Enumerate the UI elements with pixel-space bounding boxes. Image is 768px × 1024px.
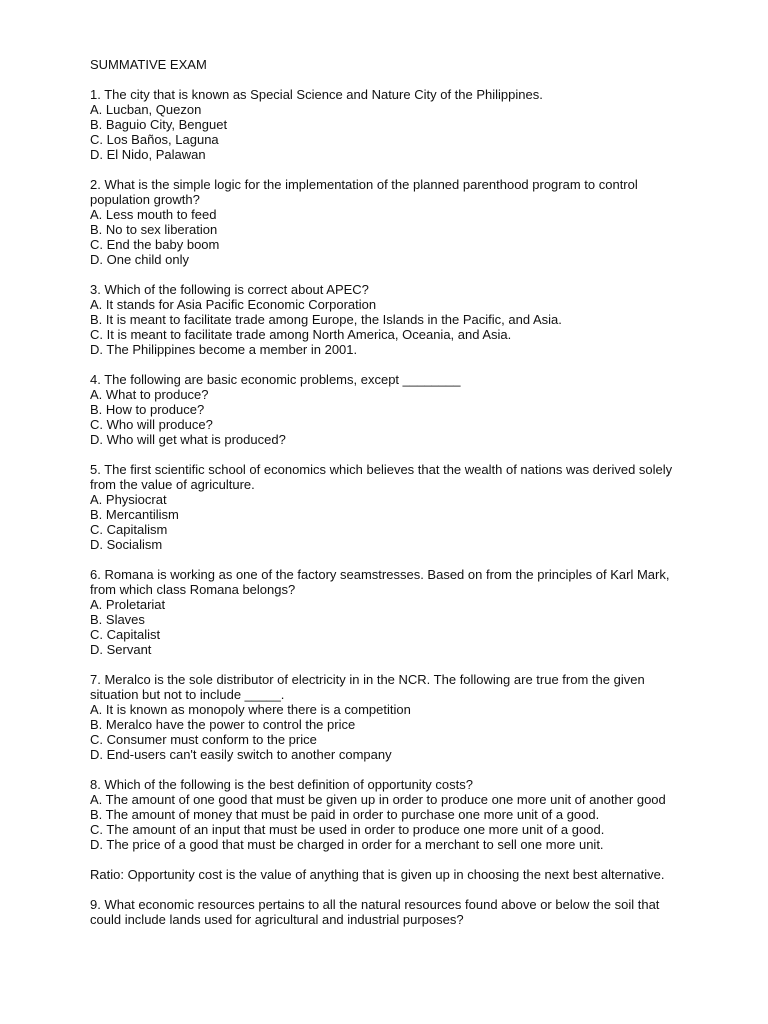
question-6 [90, 567, 690, 657]
answer-option: D. End-users can't easily switch to another company [90, 747, 392, 762]
exam-page [90, 57, 690, 942]
question-text: 7. Meralco is the sole distributor of electricity in in the NCR. The following are true from the given situation but not to include _____. [90, 672, 649, 702]
question-1 [90, 87, 690, 162]
answer-option: A. It is known as monopoly where there is a competition [90, 702, 411, 717]
question-text: 8. Which of the following is the best definition of opportunity costs? [90, 777, 473, 792]
question-7 [90, 672, 690, 762]
answer-option: C. End the baby boom [90, 237, 220, 252]
answer-option: C. The amount of an input that must be used in order to produce one more unit of a good. [90, 822, 605, 837]
question-text: 4. The following are basic economic problems, except ________ [90, 372, 461, 387]
answer-option: B. It is meant to facilitate trade among Europe, the Islands in the Pacific, and Asia. [90, 312, 562, 327]
answer-option: B. The amount of money that must be paid in order to purchase one more unit of a good. [90, 807, 600, 822]
answer-option: B. No to sex liberation [90, 222, 218, 237]
exam-title: SUMMATIVE EXAM [90, 57, 207, 72]
answer-option: A. It stands for Asia Pacific Economic Corporation [90, 297, 377, 312]
answer-option: D. The price of a good that must be charged in order for a merchant to sell one more unit. [90, 837, 604, 852]
question-3 [90, 282, 690, 357]
answer-option: B. Meralco have the power to control the price [90, 717, 356, 732]
question-list [90, 87, 690, 927]
question-2 [90, 177, 690, 267]
answer-option: D. El Nido, Palawan [90, 147, 206, 162]
answer-option: D. Who will get what is produced? [90, 432, 286, 447]
question-text: 5. The first scientific school of economics which believes that the wealth of nations was derived solely from the value of agriculture. [90, 462, 676, 492]
answer-option: C. Capitalist [90, 627, 161, 642]
answer-option: C. Los Baños, Laguna [90, 132, 219, 147]
answer-option: D. The Philippines become a member in 2001. [90, 342, 358, 357]
rationale-note: Ratio: Opportunity cost is the value of anything that is given up in choosing the next best alternative. [90, 867, 665, 882]
question-4 [90, 372, 690, 447]
question-text: 2. What is the simple logic for the implementation of the planned parenthood program to control population growth? [90, 177, 642, 207]
answer-option: B. Mercantilism [90, 507, 179, 522]
answer-option: A. Lucban, Quezon [90, 102, 202, 117]
answer-option: A. The amount of one good that must be given up in order to produce one more unit of another good [90, 792, 666, 807]
question-8 [90, 777, 690, 882]
question-9 [90, 897, 690, 927]
answer-option: B. Slaves [90, 612, 145, 627]
answer-option: C. It is meant to facilitate trade among North America, Oceania, and Asia. [90, 327, 512, 342]
answer-option: C. Who will produce? [90, 417, 213, 432]
question-text: 3. Which of the following is correct about APEC? [90, 282, 369, 297]
question-text: 9. What economic resources pertains to all the natural resources found above or below the soil that could include lands used for agricultural and industrial purposes? [90, 897, 664, 927]
answer-option: A. Less mouth to feed [90, 207, 217, 222]
answer-option: B. How to produce? [90, 402, 205, 417]
answer-option: C. Capitalism [90, 522, 168, 537]
question-text: 6. Romana is working as one of the factory seamstresses. Based on from the principles of Karl Mark, from which class Romana belongs? [90, 567, 674, 597]
answer-option: D. Servant [90, 642, 152, 657]
answer-option: C. Consumer must conform to the price [90, 732, 317, 747]
answer-option: A. Proletariat [90, 597, 166, 612]
question-5 [90, 462, 690, 552]
answer-option: A. What to produce? [90, 387, 209, 402]
question-text: 1. The city that is known as Special Science and Nature City of the Philippines. [90, 87, 543, 102]
answer-option: B. Baguio City, Benguet [90, 117, 228, 132]
answer-option: D. Socialism [90, 537, 163, 552]
answer-option: A. Physiocrat [90, 492, 167, 507]
answer-option: D. One child only [90, 252, 189, 267]
